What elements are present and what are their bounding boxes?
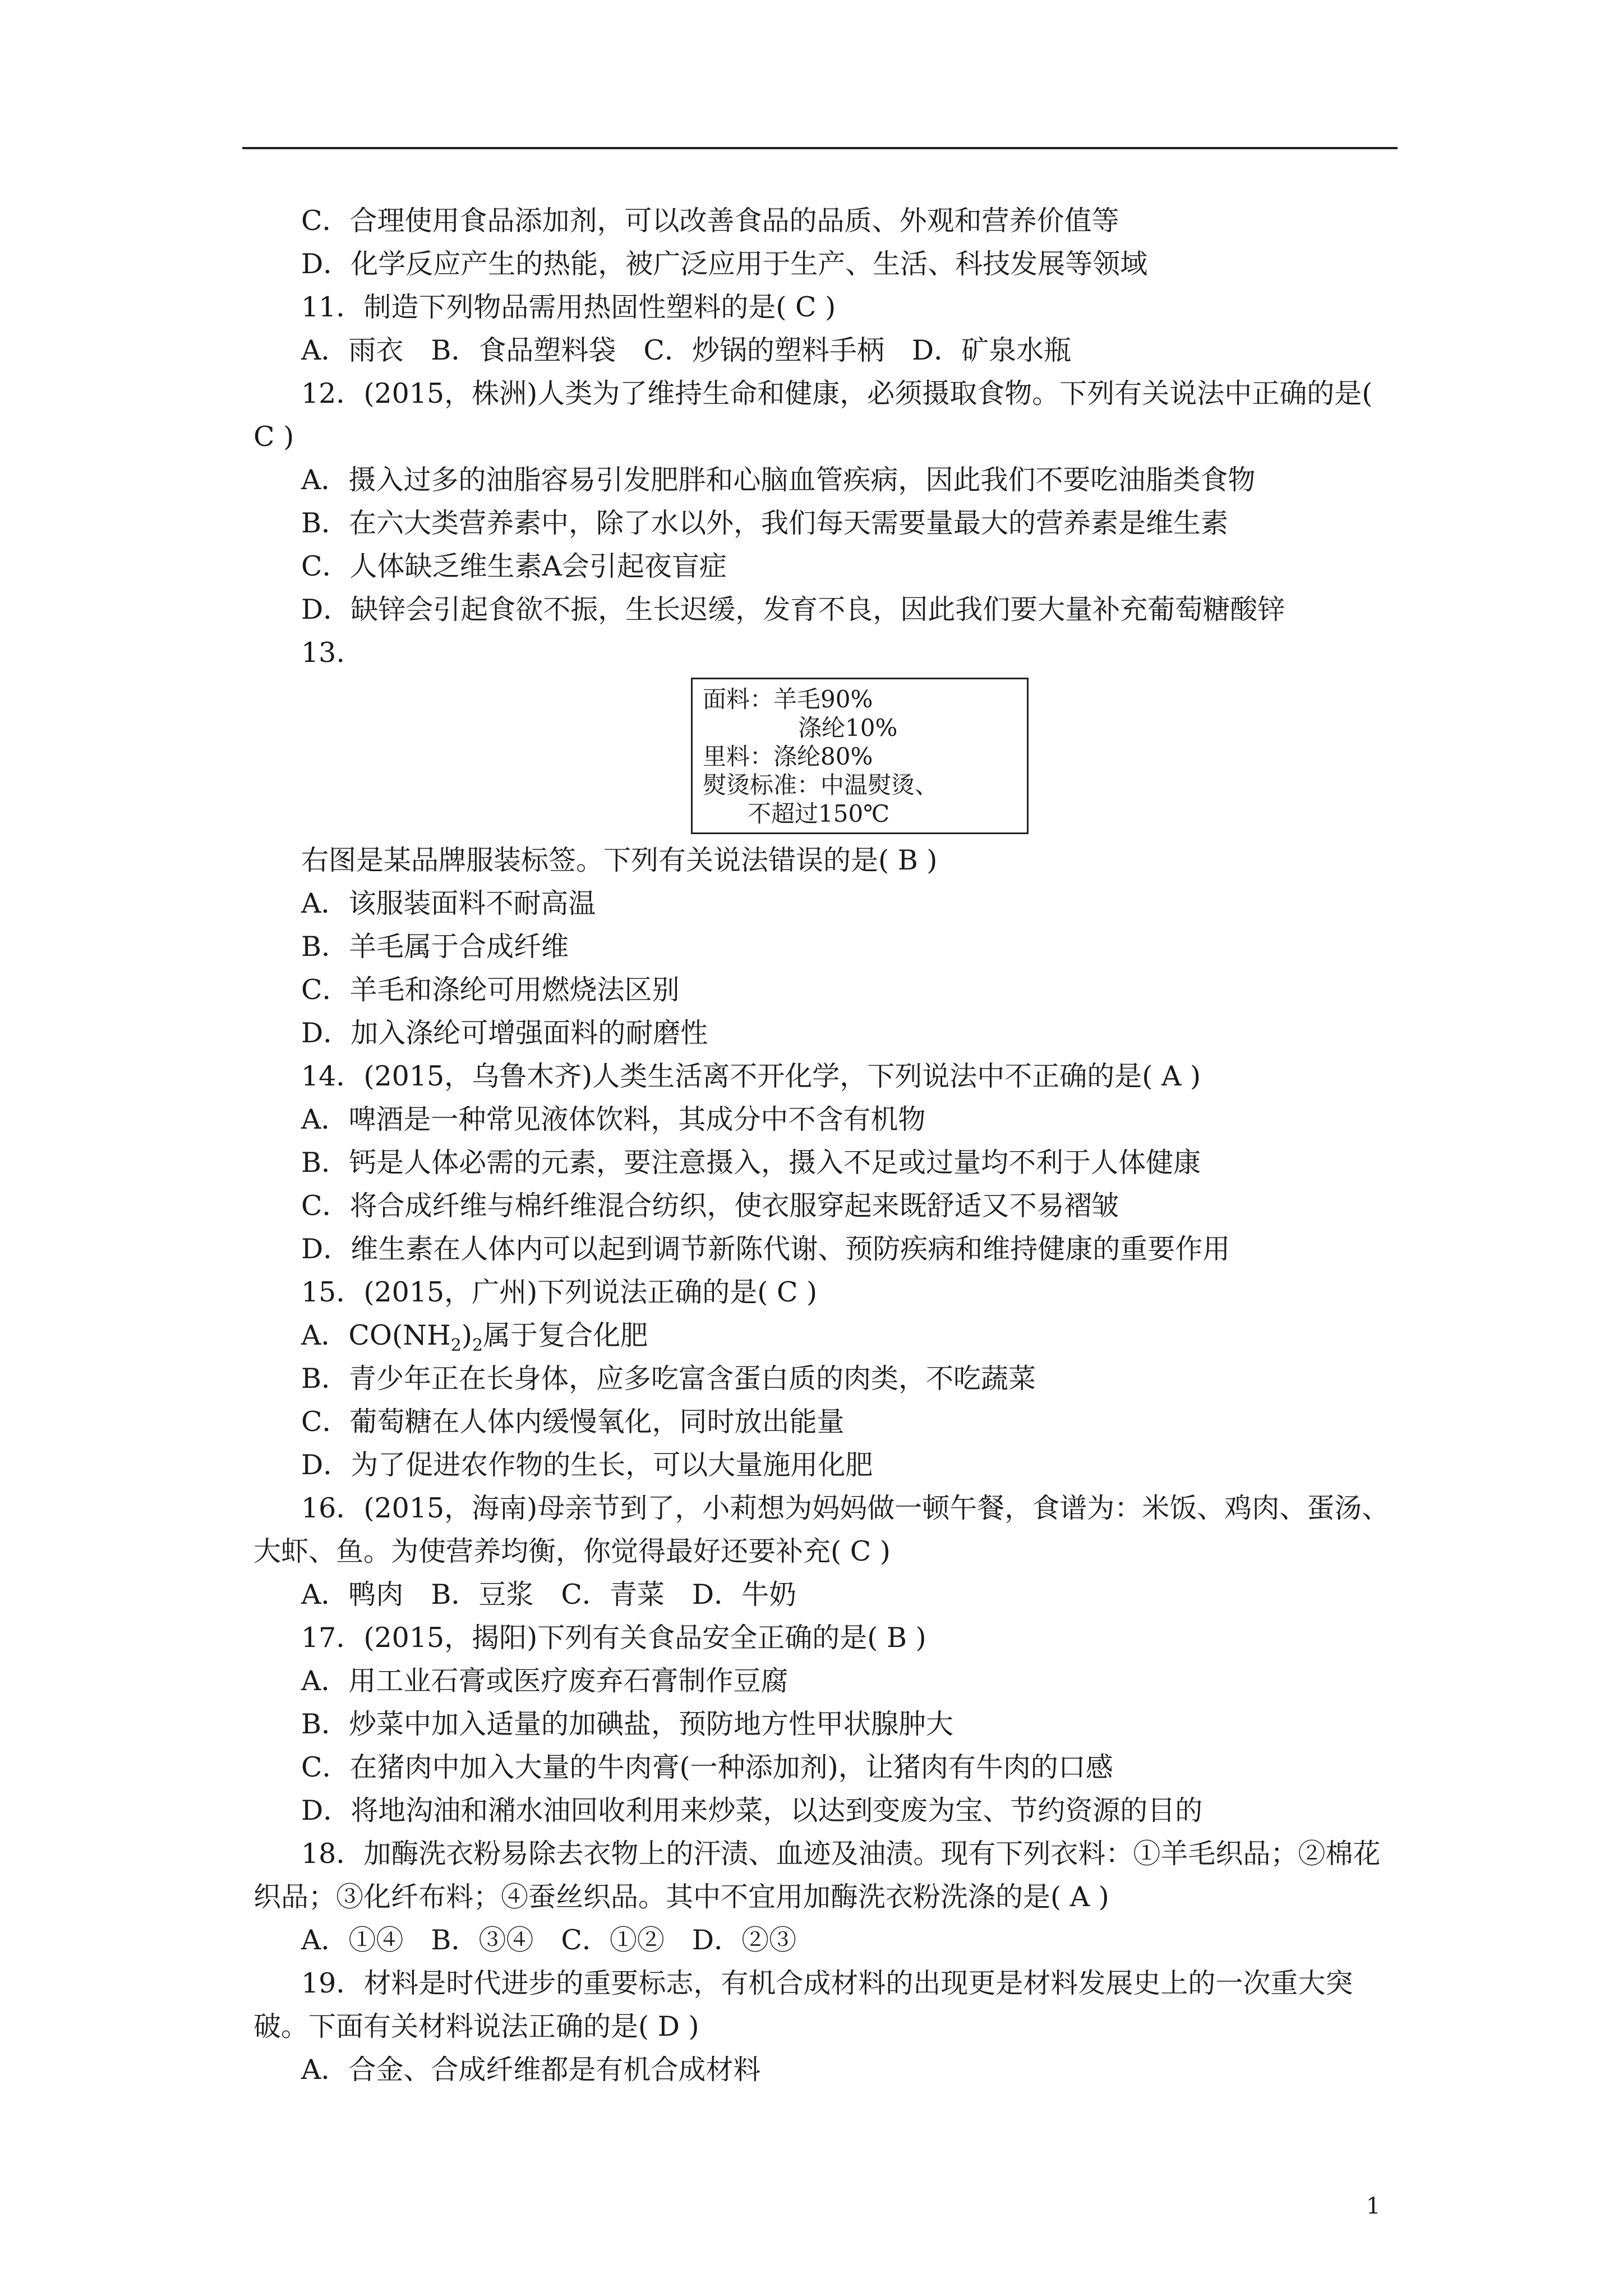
- option-c-q17: C．在猪肉中加入大量的牛肉膏(一种添加剂)，让猪肉有牛肉的口感: [301, 1751, 1113, 1783]
- question-11-options: A．雨衣 B．食品塑料袋 C．炒锅的塑料手柄 D．矿泉水瓶: [301, 334, 1072, 366]
- formula-part: A．CO(NH: [301, 1319, 451, 1351]
- label-line: 里料：涤纶80%: [703, 743, 873, 770]
- question-16-options: A．鸭肉 B．豆浆 C．青菜 D．牛奶: [301, 1579, 797, 1611]
- page-body: [253, 199, 1398, 2091]
- formula-subscript: 2: [472, 1335, 483, 1355]
- option-a-q13: A．该服装面料不耐高温: [301, 887, 596, 919]
- option-d-q13: D．加入涤纶可增强面料的耐磨性: [301, 1017, 708, 1049]
- label-line: 涤纶10%: [798, 714, 898, 742]
- option-b-q15: B．青少年正在长身体，应多吃富含蛋白质的肉类，不吃蔬菜: [301, 1363, 1036, 1395]
- option-a-q14: A．啤酒是一种常见液体饮料，其成分中不含有机物: [301, 1103, 926, 1135]
- option-a-q19: A．合金、合成纤维都是有机合成材料: [301, 2054, 761, 2086]
- option-c-q13: C．羊毛和涤纶可用燃烧法区别: [301, 974, 680, 1006]
- option-d-q12: D．缺锌会引起食欲不振，生长迟缓，发育不良，因此我们要大量补充葡萄糖酸锌: [301, 593, 1285, 625]
- label-line: 熨烫标准：中温熨烫、: [703, 771, 939, 799]
- option-c-q14: C．将合成纤维与棉纤维混合纺织，使衣服穿起来既舒适又不易褶皱: [301, 1190, 1119, 1222]
- option-a-q12: A．摄入过多的油脂容易引发肥胖和心脑血管疾病，因此我们不要吃油脂类食物: [301, 464, 1256, 496]
- option-c-q10: C．合理使用食品添加剂，可以改善食品的品质、外观和营养价值等: [301, 205, 1119, 237]
- page-number: 1: [1366, 2193, 1381, 2219]
- option-b-q12: B．在六大类营养素中，除了水以外，我们每天需要量最大的营养素是维生素: [301, 507, 1229, 539]
- question-17: 17．(2015，揭阳)下列有关食品安全正确的是( B ): [301, 1622, 926, 1654]
- option-a-q17: A．用工业石膏或医疗废弃石膏制作豆腐: [301, 1665, 789, 1697]
- clothing-label-box: [691, 678, 1029, 834]
- option-d-q14: D．维生素在人体内可以起到调节新陈代谢、预防疾病和维持健康的重要作用: [301, 1233, 1230, 1265]
- question-15: 15．(2015，广州)下列说法正确的是( C ): [301, 1276, 818, 1308]
- header-rule: [242, 147, 1398, 149]
- option-b-q13: B．羊毛属于合成纤维: [301, 931, 569, 963]
- formula-part: 属于复合化肥: [483, 1319, 648, 1351]
- question-11: 11．制造下列物品需用热固性塑料的是( C ): [301, 291, 836, 323]
- question-16: 16．(2015，海南)母亲节到了，小莉想为妈妈做一顿午餐，食谱为：米饭、鸡肉、蛋汤、大虾、鱼。为使营养均衡，你觉得最好还要补充( C ): [253, 1492, 1390, 1567]
- label-line: 面料：羊毛90%: [703, 685, 873, 713]
- option-d-q15: D．为了促进农作物的生长，可以大量施用化肥: [301, 1449, 873, 1481]
- question-14: 14．(2015，乌鲁木齐)人类生活离不开化学，下列说法中不正确的是( A ): [301, 1060, 1201, 1092]
- question-13: 13.: [301, 637, 345, 669]
- question-13-stem: 右图是某品牌服装标签。下列有关说法错误的是( B ): [301, 844, 938, 876]
- option-c-q12: C．人体缺乏维生素A会引起夜盲症: [301, 550, 727, 582]
- option-a-q15: [253, 1314, 1398, 1357]
- question-18: 18．加酶洗衣粉易除去衣物上的汗渍、血迹及油渍。现有下列衣料：①羊毛织品；②棉花织品；③化纤布料；④蚕丝织品。其中不宜用加酶洗衣粉洗涤的是( A ): [253, 1838, 1381, 1913]
- label-line: 不超过150℃: [748, 800, 890, 827]
- option-d-q10: D．化学反应产生的热能，被广泛应用于生产、生活、科技发展等领域: [301, 248, 1148, 280]
- formula-subscript: 2: [450, 1335, 462, 1355]
- option-c-q15: C．葡萄糖在人体内缓慢氧化，同时放出能量: [301, 1406, 845, 1438]
- question-18-options: A．①④ B．③④ C．①② D．②③: [301, 1924, 797, 1956]
- option-d-q17: D．将地沟油和潲水油回收利用来炒菜，以达到变废为宝、节约资源的目的: [301, 1795, 1203, 1826]
- question-19: 19．材料是时代进步的重要标志，有机合成材料的出现更是材料发展史上的一次重大突破。下面有关材料说法正确的是( D ): [253, 1967, 1353, 2042]
- question-12: 12．(2015，株洲)人类为了维持生命和健康，必须摄取食物。下列有关说法中正确的是( C ): [253, 378, 1373, 453]
- formula-part: ): [461, 1319, 472, 1351]
- option-b-q17: B．炒菜中加入适量的加碘盐，预防地方性甲状腺肿大: [301, 1708, 954, 1740]
- option-b-q14: B．钙是人体必需的元素，要注意摄入，摄入不足或过量均不利于人体健康: [301, 1147, 1201, 1179]
